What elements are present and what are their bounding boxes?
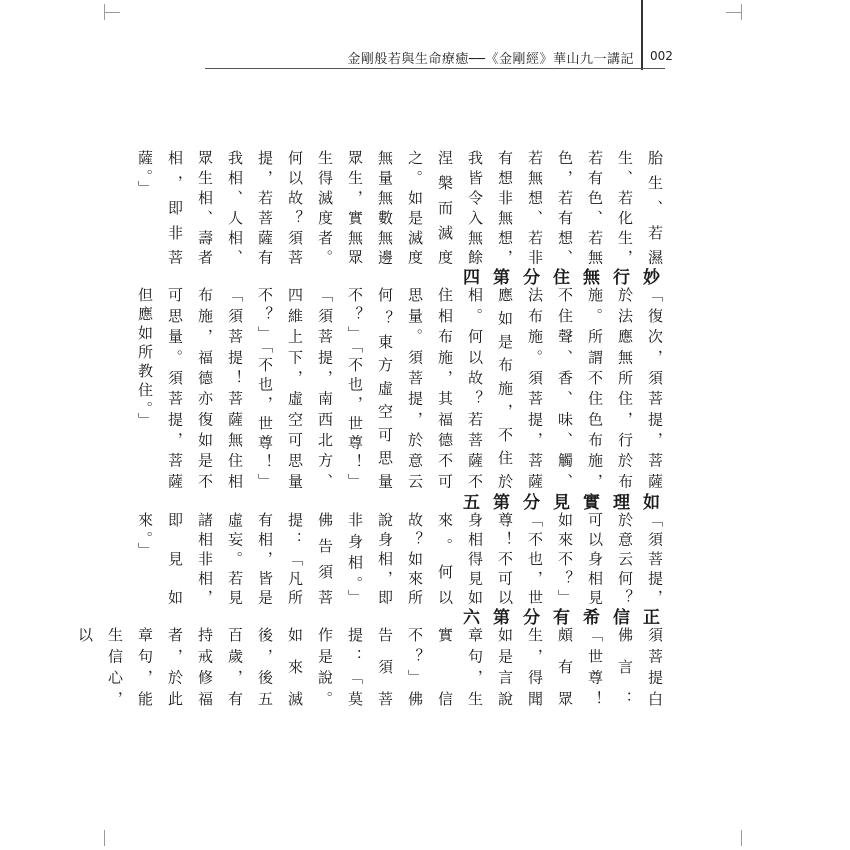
- running-title: 金剛般若與生命療癒──《金剛經》華山九一講記: [347, 52, 634, 67]
- crop-mark: [104, 12, 120, 13]
- section-heading: 妙行無住分第四: [459, 268, 659, 288]
- header-vertical-rule: [641, 0, 643, 70]
- paragraph: 胎生、若濕生、若化生，若有色、若無色，若有想、若無想、若非有想非無想，我皆令入無餘涅槃而滅度之。如是滅度無量無數無邊眾生，實無眾生得滅度者。何以故？須菩提，若菩薩有我相、人相、眾生相、壽者相，即非菩薩。」: [136, 150, 664, 269]
- section-heading: 正信希有分第六: [459, 608, 659, 628]
- paragraph: 「復次，須菩提，菩薩於法應無所住，行於布施。所謂不住色布施，不住聲、香、味、觸、法布施。須菩提，菩薩應如是布施，不住於相。何以故？若菩薩不住相布施，其福德不可思量。須菩提，於意云何？東方虛空可思量不？」「不也，世尊！」「須菩提，南西北方、四維上下，虛空可思量不？」「不也，世尊！」「須菩提！菩薩無住相布施，福德亦復如是不可思量。須菩提，菩薩但應如所教住。」: [136, 287, 664, 493]
- page-number: 002: [650, 49, 673, 63]
- section-heading: 如理實見分第五: [459, 492, 659, 512]
- paragraph: 「須菩提，於意云何？可以身相見如來不？」「不也，世尊！不可以身相得見如來。何以故？如來所說身相，即非身相。」佛告須菩提：「凡所有相，皆是虛妄。若見諸相非相，即見如來。」: [136, 511, 664, 609]
- body-text: [76, 150, 670, 710]
- crop-mark: [726, 12, 742, 13]
- header-horizontal-rule: [205, 68, 665, 69]
- crop-mark: [104, 830, 105, 846]
- paragraph: 須菩提白佛言：「世尊！頗有眾生，得聞如是言說章句，生實信不？」佛告須菩提：「莫作是說。如來滅後，後五百歲，有持戒修福者，於此章句，能生信心，以: [76, 627, 664, 710]
- crop-mark: [741, 830, 742, 846]
